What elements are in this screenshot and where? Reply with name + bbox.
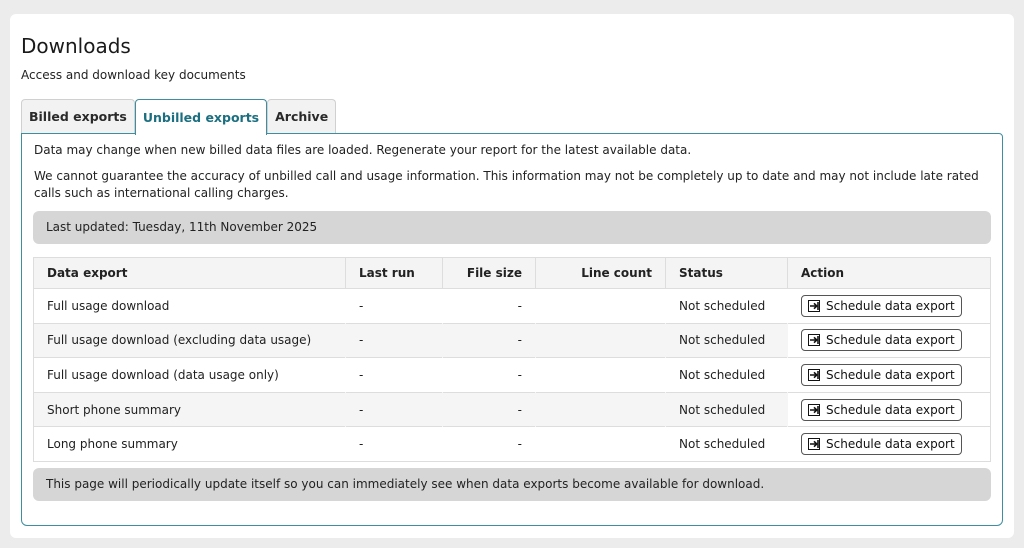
export-name: Full usage download (excluding data usage) — [34, 323, 346, 358]
unbilled-exports-panel — [21, 133, 1003, 526]
line-count-value — [536, 427, 666, 462]
column-header-action: Action — [788, 258, 991, 289]
button-label: Schedule data export — [826, 367, 955, 382]
last-run-value: - — [346, 323, 443, 358]
column-header-last-run: Last run — [346, 258, 443, 289]
last-run-value: - — [346, 392, 443, 427]
schedule-data-export-button[interactable] — [801, 295, 962, 317]
status-value: Not scheduled — [666, 392, 788, 427]
table-row — [34, 323, 991, 358]
file-size-value: - — [443, 392, 536, 427]
schedule-data-export-button[interactable] — [801, 364, 962, 386]
button-label: Schedule data export — [826, 298, 955, 313]
column-header-file-size: File size — [443, 258, 536, 289]
last-updated-banner: Last updated: Tuesday, 11th November 2025 — [33, 211, 991, 244]
column-header-line-count: Line count — [536, 258, 666, 289]
table-row — [34, 358, 991, 393]
page-title: Downloads — [21, 34, 131, 58]
table-row — [34, 427, 991, 462]
tab-unbilled-exports[interactable]: Unbilled exports — [135, 99, 267, 135]
action-cell — [788, 392, 991, 427]
schedule-data-export-button[interactable] — [801, 433, 962, 455]
status-value: Not scheduled — [666, 289, 788, 324]
button-label: Schedule data export — [826, 333, 955, 348]
tab-billed-exports[interactable]: Billed exports — [21, 99, 135, 133]
action-cell — [788, 323, 991, 358]
column-header-status: Status — [666, 258, 788, 289]
status-value: Not scheduled — [666, 358, 788, 393]
last-run-value: - — [346, 427, 443, 462]
export-name: Long phone summary — [34, 427, 346, 462]
schedule-data-export-button[interactable] — [801, 399, 962, 421]
last-run-value: - — [346, 289, 443, 324]
export-arrow-icon — [808, 404, 820, 416]
last-run-value: - — [346, 358, 443, 393]
table-header-row — [34, 258, 991, 289]
table-row — [34, 392, 991, 427]
tab-bar — [21, 99, 336, 134]
action-cell — [788, 358, 991, 393]
export-arrow-icon — [808, 300, 820, 312]
line-count-value — [536, 358, 666, 393]
line-count-value — [536, 289, 666, 324]
export-arrow-icon — [808, 334, 820, 346]
export-name: Full usage download (data usage only) — [34, 358, 346, 393]
page-subtitle: Access and download key documents — [21, 68, 246, 82]
column-header-data-export: Data export — [34, 258, 346, 289]
file-size-value: - — [443, 427, 536, 462]
export-arrow-icon — [808, 369, 820, 381]
export-arrow-icon — [808, 438, 820, 450]
status-value: Not scheduled — [666, 323, 788, 358]
downloads-page — [10, 14, 1014, 538]
file-size-value: - — [443, 358, 536, 393]
export-name: Full usage download — [34, 289, 346, 324]
tab-archive[interactable]: Archive — [267, 99, 336, 133]
line-count-value — [536, 392, 666, 427]
button-label: Schedule data export — [826, 437, 955, 452]
action-cell — [788, 289, 991, 324]
schedule-data-export-button[interactable] — [801, 329, 962, 351]
auto-update-notice: This page will periodically update itself so you can immediately see when data exports become available for download. — [33, 468, 991, 501]
line-count-value — [536, 323, 666, 358]
action-cell — [788, 427, 991, 462]
export-name: Short phone summary — [34, 392, 346, 427]
button-label: Schedule data export — [826, 402, 955, 417]
file-size-value: - — [443, 323, 536, 358]
accuracy-disclaimer: We cannot guarantee the accuracy of unbilled call and usage information. This information may not be completely up to date and may not include late rated calls such as international calling charges. — [34, 169, 979, 200]
status-value: Not scheduled — [666, 427, 788, 462]
table-row — [34, 289, 991, 324]
data-change-note: Data may change when new billed data files are loaded. Regenerate your report for the latest available data. — [34, 143, 692, 157]
file-size-value: - — [443, 289, 536, 324]
data-exports-table — [33, 257, 991, 462]
